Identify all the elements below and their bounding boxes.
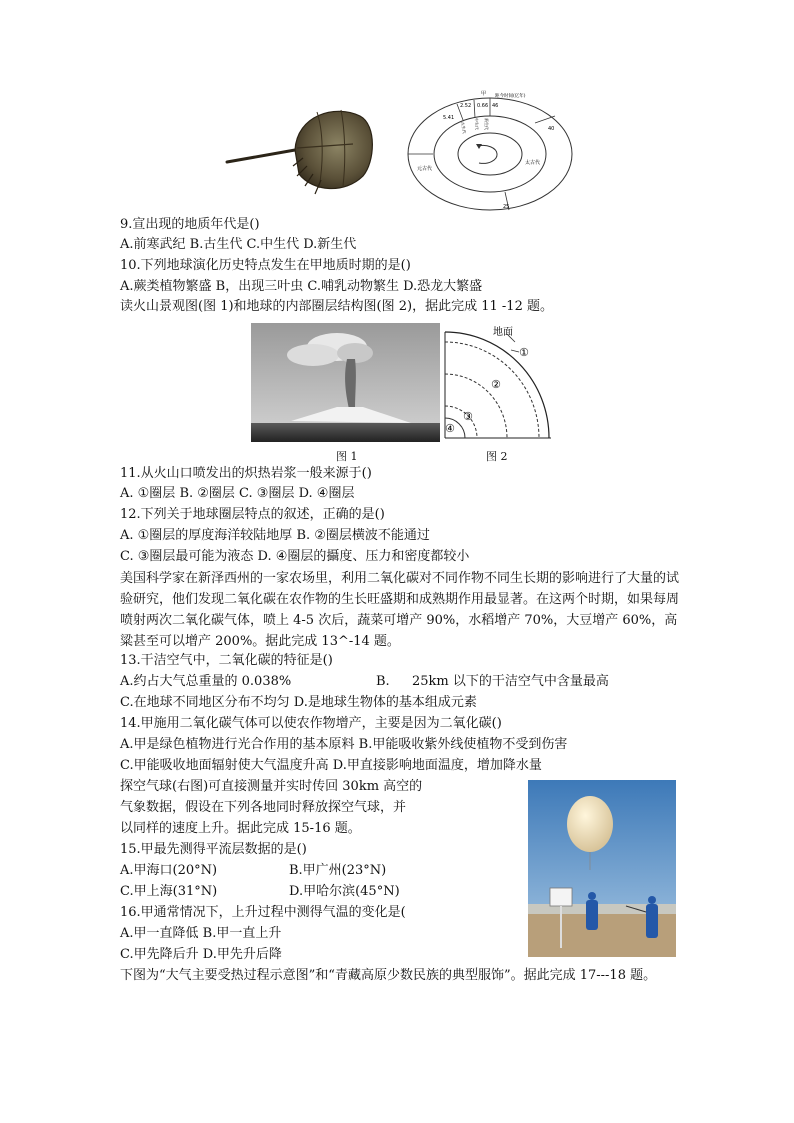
layer-label-2: ② [491, 378, 501, 391]
figure-2-caption: 图 2 [486, 450, 508, 463]
question-15-option-a: A.甲海口(20°N) [120, 863, 218, 878]
question-10: 10.下列地球演化历史特点发生在甲地质时期的是() [120, 258, 411, 273]
ring-label-541: 5.41 [443, 115, 455, 121]
ring-label-46: 46 [492, 103, 499, 109]
intro-11-12: 读火山景观图(图 1)和地球的内部圈层结构图(图 2)，据此完成 11 -12 题。 [120, 299, 553, 314]
question-9: 9.宣出现的地质年代是() [120, 217, 260, 232]
ring-era-xin: 新生代 [484, 118, 489, 130]
geologic-time-ring-diagram [405, 88, 575, 213]
question-13-options-cd: C.在地球不同地区分布不均匀 D.是地球生物体的基本组成元素 [120, 695, 477, 710]
volcano-photo [251, 323, 440, 442]
question-14: 14.甲施用二氧化碳气体可以使农作物增产，主要是因为二氧化碳() [120, 716, 502, 731]
ring-label-066: 0.66 [477, 103, 489, 109]
passage-13-14: 美国科学家在新泽西州的一家农场里，利用二氧化碳对不同作物不同生长期的影响进行了大量的试验研究，他们发现二氧化碳在农作物的生长旺盛期和成熟期作用最显著。在这两个时期，如果每周喷射两次二氧化碳气体，喷上 4-5 次后，蔬菜可增产 90%，水稻增产 70%，大豆增产 60%，高粱甚至可以增产 200%。据此完成 13^-14 题。 [120, 571, 680, 649]
question-16: 16.甲通常情况下，上升过程中测得气温的变化是( [120, 905, 406, 920]
question-13-option-a: A.约占大气总重量的 0.038% [120, 674, 292, 689]
passage-15-16-line-1: 探空气球(右图)可直接测量并实时传回 30km 高空的 [120, 779, 423, 794]
question-12-options-cd: C. ③圈层最可能为液态 D. ④圈层的攝度、压力和密度都较小 [120, 549, 470, 564]
ring-era-yuan: 元古代 [417, 166, 433, 172]
question-15-option-c: C.甲上海(31°N) [120, 884, 218, 899]
question-15-option-b: B.甲广州(23°N) [289, 863, 387, 878]
question-15-option-d: D.甲哈尔滨(45°N) [289, 884, 400, 899]
question-15: 15.甲最先测得平流层数据的是() [120, 842, 307, 857]
earth-layers-diagram [443, 322, 553, 440]
question-13-option-b-label: B. [376, 674, 390, 689]
question-13-option-b: 25km 以下的干洁空气中含量最高 [412, 674, 609, 689]
ring-label-252: 2.52 [460, 103, 472, 109]
question-11-options: A. ①圈层 B. ②圈层 C. ③圈层 D. ④圈层 [120, 486, 355, 501]
ring-era-tai: 太古代 [525, 160, 541, 166]
horseshoe-crab-image [225, 100, 385, 200]
question-16-options-ab: A.甲一直降低 B.甲一直上升 [120, 926, 282, 941]
question-11: 11.从火山口喷发出的炽热岩浆一般来源于() [120, 466, 372, 481]
question-12-options-ab: A. ①圈层的厚度海洋较陆地厚 B. ②圈层横波不能通过 [120, 528, 430, 543]
passage-15-16-line-2: 气象数据，假设在下列各地同时释放探空气球，并 [120, 800, 407, 815]
question-14-options-ab: A.甲是绿色植物进行光合作用的基本原料 B.甲能吸收紫外线使植物不受到伤害 [120, 737, 568, 752]
layer-label-surface: 地面 [493, 327, 513, 338]
ring-label-25: 25 [503, 204, 510, 210]
ring-label-40: 40 [548, 126, 555, 132]
question-10-options: A.蕨类植物繁盛 B，出现三叶虫 C.哺乳动物繁生 D.恐龙大繁盛 [120, 279, 483, 294]
layer-label-4: ④ [445, 422, 455, 435]
weather-balloon-photo [528, 780, 676, 957]
question-14-options-cd: C.甲能吸收地面辐射使大气温度升高 D.甲直接影响地面温度，增加降水量 [120, 758, 542, 773]
figure-1-caption: 图 1 [336, 450, 358, 463]
question-9-options: A.前寒武纪 B.古生代 C.中生代 D.新生代 [120, 237, 357, 252]
intro-17-18: 下图为“大气主要受热过程示意图”和“青藏高原少数民族的典型服饰”。据此完成 17---18 题。 [120, 968, 657, 983]
ring-era-zhong: 中生代 [474, 117, 480, 131]
question-12: 12.下列关于地球圈层特点的叙述，正确的是() [120, 507, 385, 522]
layer-label-1: ① [519, 346, 529, 359]
question-13: 13.干洁空气中，二氧化碳的特征是() [120, 653, 333, 668]
ring-era-gu: 古生代 [460, 121, 468, 134]
ring-label-header: 距今时间(亿年) [495, 94, 526, 99]
ring-label-jia: 甲 [481, 91, 487, 97]
passage-15-16-line-3: 以同样的速度上升。据此完成 15-16 题。 [120, 821, 361, 836]
layer-label-3: ③ [463, 410, 473, 423]
question-16-options-cd: C.甲先降后升 D.甲先升后降 [120, 947, 282, 962]
